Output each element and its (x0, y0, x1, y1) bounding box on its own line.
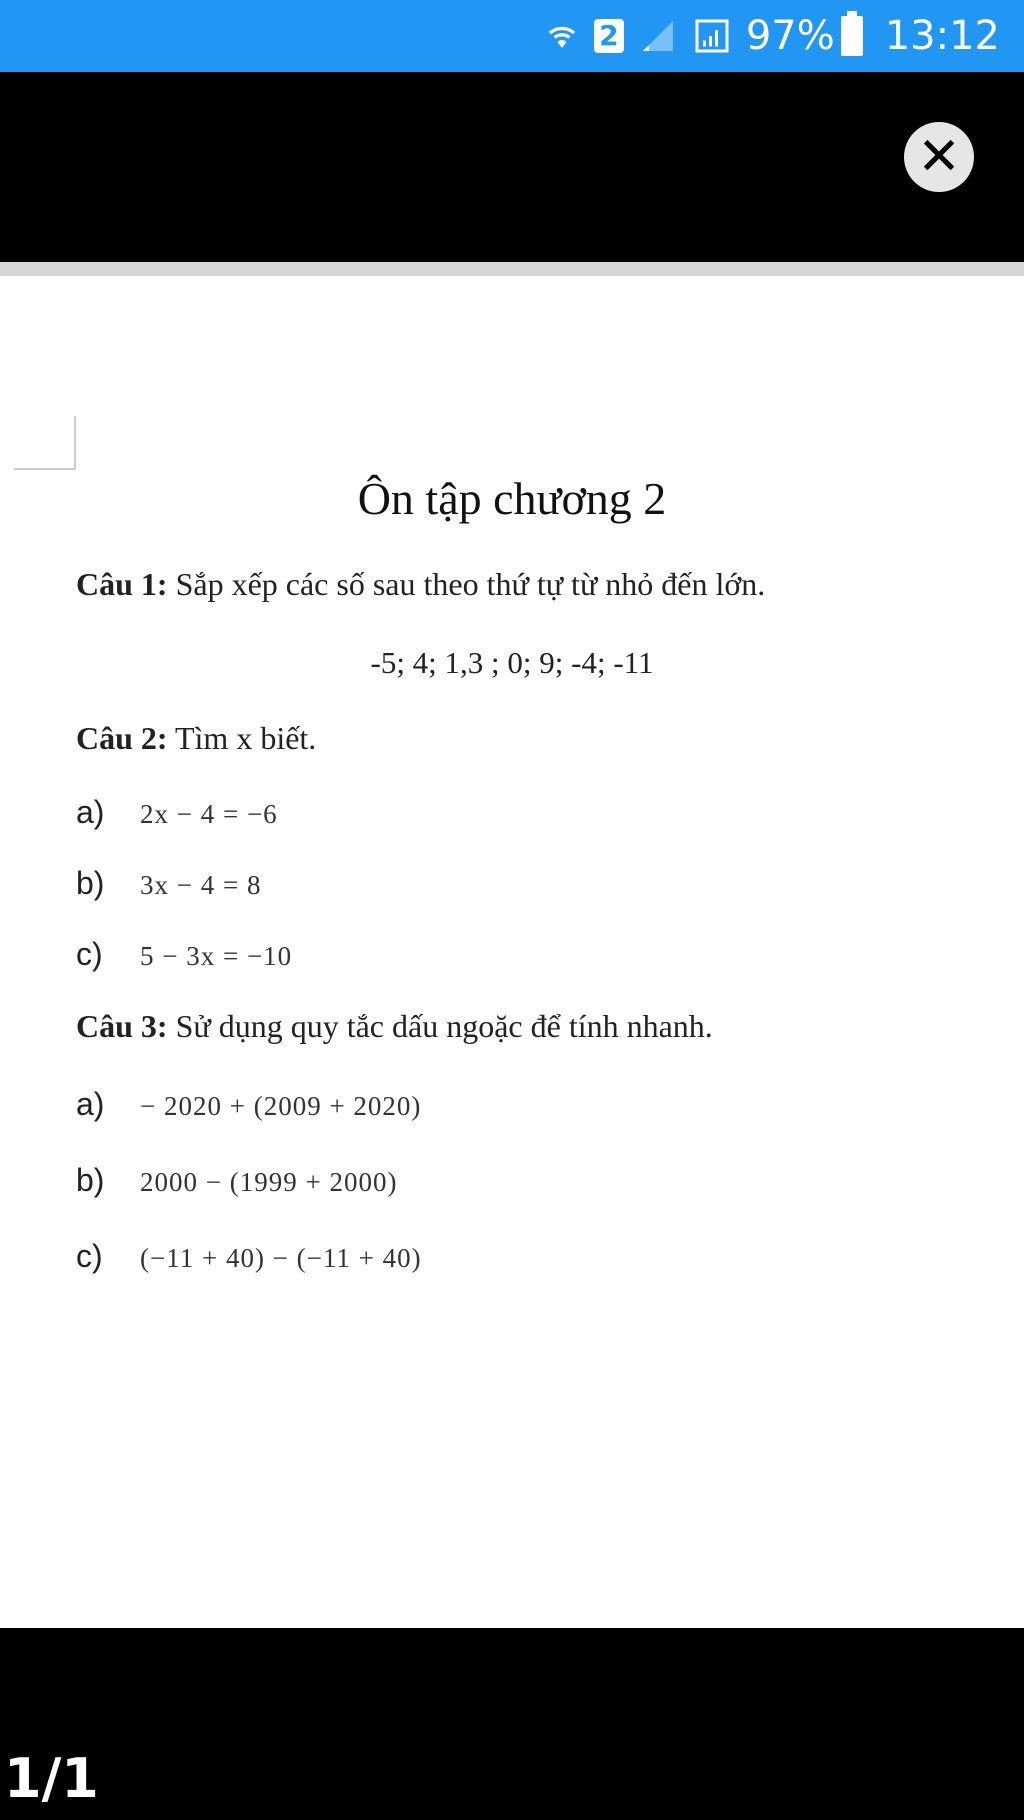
item-letter: b) (76, 865, 105, 901)
signal-strong-icon (692, 18, 732, 54)
question-2-label: Câu 2: (76, 720, 168, 756)
page-counter: 1/1 (4, 1747, 99, 1810)
item-expression: 2x − 4 = −6 (140, 799, 278, 829)
question-1-text: Sắp xếp các số sau theo thứ tự từ nhỏ đến lớn. (167, 566, 766, 602)
document-title: Ôn tập chương 2 (357, 473, 667, 524)
question-3-label: Câu 3: (76, 1008, 168, 1044)
item-letter: a) (76, 1086, 105, 1122)
question-3-item-b (76, 1162, 397, 1199)
close-icon: ✕ (917, 127, 961, 187)
viewer-divider (0, 262, 1024, 276)
item-letter: c) (76, 936, 103, 972)
sim-badge (594, 19, 624, 53)
document-page (0, 276, 1024, 1628)
battery-percent: 97% (745, 13, 835, 59)
item-expression: − 2020 + (2009 + 2020) (140, 1091, 422, 1121)
page-corner-mark (14, 416, 76, 470)
question-1-numbers: -5; 4; 1,3 ; 0; 9; -4; -11 (370, 645, 654, 680)
viewer-footer (0, 1628, 1024, 1820)
question-1 (76, 566, 765, 603)
status-bar (0, 0, 1024, 72)
viewer-header (0, 72, 1024, 262)
question-2-item-a (76, 794, 278, 831)
question-3-item-c (76, 1238, 422, 1275)
item-letter: c) (76, 1238, 103, 1274)
question-2-text: Tìm x biết. (167, 720, 317, 756)
item-expression: 3x − 4 = 8 (140, 870, 262, 900)
item-expression: 5 − 3x = −10 (140, 941, 293, 971)
wifi-icon (544, 18, 580, 54)
question-3-item-a (76, 1086, 421, 1123)
close-button[interactable] (904, 122, 974, 192)
item-expression: 2000 − (1999 + 2000) (140, 1167, 398, 1197)
question-2-item-b (76, 865, 261, 902)
question-3 (76, 1008, 713, 1045)
question-2-item-c (76, 936, 292, 973)
item-expression: (−11 + 40) − (−11 + 40) (140, 1243, 422, 1273)
signal-weak-icon (638, 18, 678, 54)
sim-number: 2 (594, 19, 624, 53)
question-1-label: Câu 1: (76, 566, 168, 602)
question-2 (76, 720, 316, 757)
item-letter: a) (76, 794, 105, 830)
clock: 13:12 (884, 13, 1000, 59)
question-3-text: Sử dụng quy tắc dấu ngoặc để tính nhanh. (167, 1008, 713, 1044)
battery-icon (841, 16, 863, 56)
item-letter: b) (76, 1162, 105, 1198)
